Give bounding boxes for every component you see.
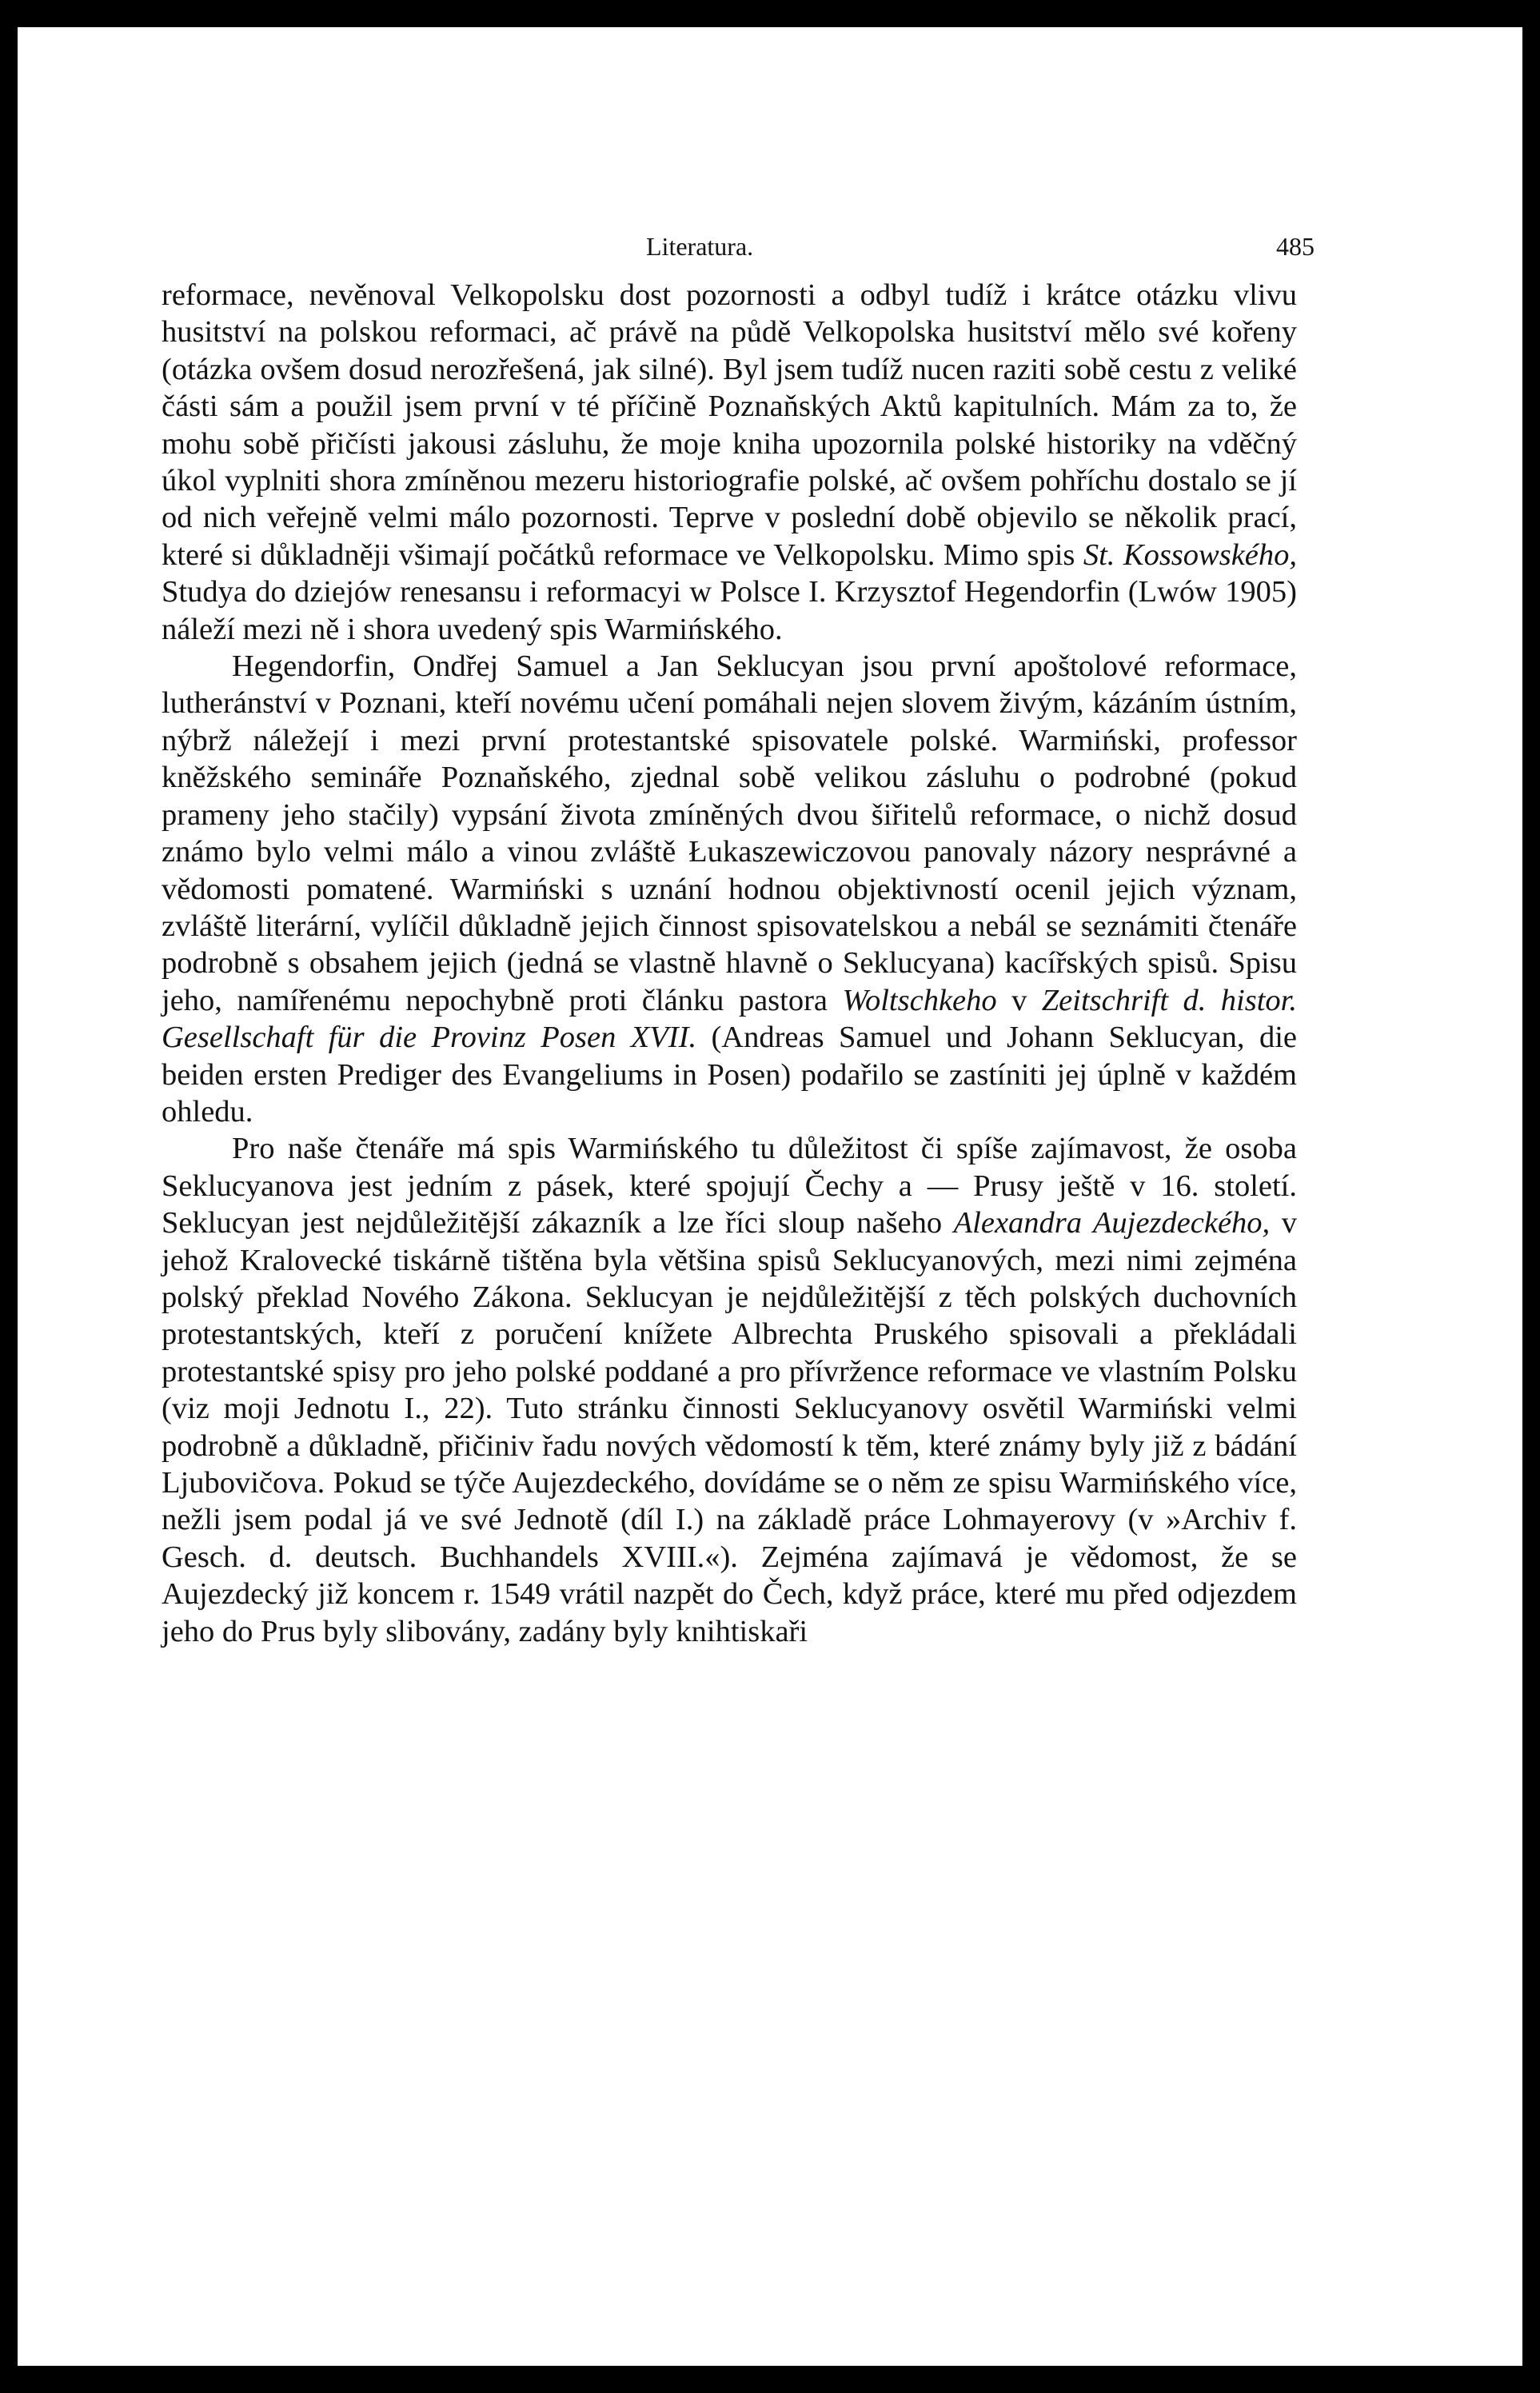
body-text	[162, 277, 1297, 1650]
page-number: 485	[1276, 232, 1315, 261]
paragraph	[162, 1130, 1297, 1650]
book-page	[18, 27, 1522, 2366]
text-run: Studya do dziejów renesansu i reformacyi w Polsce I. Krzysztof Hegendorfin (Lwów 1905) náleží mezi ně i shora uvedený spis Warmińského.	[162, 575, 1297, 646]
paragraph	[162, 277, 1297, 648]
italic-text-run: Woltschkeho	[842, 983, 997, 1017]
text-run: (Andreas Samuel und Johann Seklucyan, die beiden ersten Prediger des Evangeliums in Posen) podařilo se zastíniti jej úplně v každém ohledu.	[162, 1021, 1297, 1129]
italic-text-run: Alexandra Aujezdeckého,	[953, 1206, 1271, 1240]
text-run: Pro naše čtenáře má spis Warmińského tu důležitost či spíše zajímavost, že osoba Seklucyanova jest jedním z pásek, které spojují Čechy a — Prusy ještě v 16. století. Seklucyan jest nejdůležitější zákazník a lze říci sloup našeho	[162, 1132, 1297, 1240]
text-run: v	[996, 983, 1042, 1017]
paragraph	[162, 648, 1297, 1130]
text-run: reformace, nevěnoval Velkopolsku dost pozornosti a odbyl tudíž i krátce otázku vlivu husitství na polskou reformaci, ač právě na půdě Velkopolska husitství mělo své kořeny (otázka ovšem dosud nerozřešená, jak silné). Byl jsem tudíž nucen raziti sobě cestu z veliké části sám a použil jsem první v té příčině Poznaňských Aktů kapitulních. Mám za to, že mohu sobě přičísti jakousi zásluhu, že moje kniha upozornila polské historiky na vděčný úkol vyplniti shora zmíněnou mezeru historiografie polské, ač ovšem pohříchu dostalo se jí od nich veřejně velmi málo pozornosti. Teprve v poslední době objevilo se několik prací, které si důkladněji všimají počátků reformace ve Velkopolsku. Mimo spis	[162, 278, 1297, 572]
text-run: v jehož Kralovecké tiskárně tištěna byla většina spisů Seklucyanových, mezi nimi zejména polský překlad Nového Zákona. Seklucyan je nejdůležitější z těch polských duchovních protestantských, kteří z poručení knížete Albrechta Pruského spisovali a překládali protestantské spisy pro jeho polské poddané a pro přívržence reformace ve vlastním Polsku (viz moji Jednotu I., 22). Tuto stránku činnosti Seklucyanovy osvětil Warmiński velmi podrobně a důkladně, přičiniv řadu nových vědomostí k těm, které známy byly již z bádání Ljubovičova. Pokud se týče Aujezdeckého, dovídáme se o něm ze spisu Warmińského více, nežli jsem podal já ve své Jednotě (díl I.) na základě práce Lohmayerovy (v »Archiv f. Gesch. d. deutsch. Buchhandels XVIII.«). Zejména zajímavá je vědomost, že se Aujezdecký již koncem r. 1549 vrátil nazpět do Čech, když práce, které mu před odjezdem jeho do Prus byly slibovány, zadány byly knihtiskaři	[162, 1206, 1297, 1648]
running-title: Literatura.	[646, 232, 754, 261]
italic-text-run: Zeitschrift d. histor. Gesellschaft für die Provinz Posen XVII.	[162, 983, 1297, 1055]
text-run: Hegendorfin, Ondřej Samuel a Jan Seklucyan jsou první apoštolové reformace, lutheránství v Poznani, kteří novému učení pomáhali nejen slovem živým, kázáním ústním, nýbrž náležejí i mezi první protestantské spisovatele polské. Warmiński, professor kněžského semináře Poznaňského, zjednal sobě velikou zásluhu o podrobné (pokud prameny jeho stačily) vypsání života zmíněných dvou šiřitelů reformace, o nichž dosud známo bylo velmi málo a vinou zvláště Łukaszewiczovou panovaly názory nesprávné a vědomosti pomatené. Warmiński s uznání hodnou objektivností ocenil jejich význam, zvláště literární, vylíčil důkladně jejich činnost spisovatelskou a nebál se seznámiti čtenáře podrobně s obsahem jejich (jedná se vlastně hlavně o Seklucyana) kacířských spisů. Spisu jeho, namířenému nepochybně proti článku pastora	[162, 649, 1297, 1017]
running-head	[18, 232, 1522, 264]
italic-text-run: St. Kossowského,	[1083, 537, 1298, 572]
